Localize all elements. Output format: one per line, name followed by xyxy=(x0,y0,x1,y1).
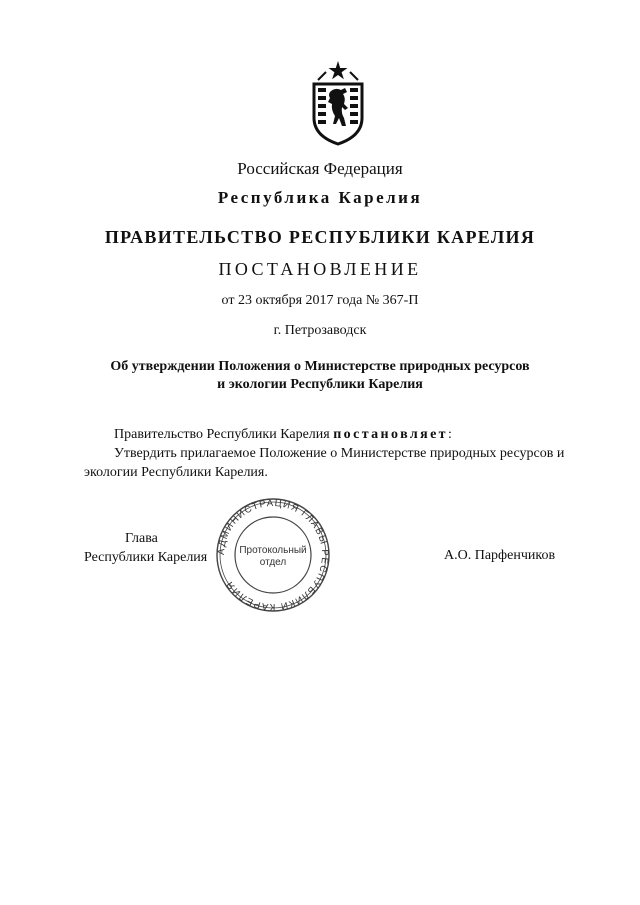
government-title: ПРАВИТЕЛЬСТВО РЕСПУБЛИКИ КАРЕЛИЯ xyxy=(104,227,536,247)
document-subject xyxy=(0,358,640,394)
subject-line-2: и экологии Республики Карелия xyxy=(217,377,423,392)
intro-prefix: Правительство Республики Карелия xyxy=(114,427,334,442)
resolution-item-1-text: Утвердить прилагаемое Положение о Министерстве природных ресурсов и экологии Республики Карелия. xyxy=(84,446,565,480)
document-type: ПОСТАНОВЛЕНИЕ xyxy=(218,259,422,279)
stamp-center-line-1: Протокольный xyxy=(239,545,307,556)
signatory-title-line-1: Глава xyxy=(125,531,158,546)
intro-suffix: : xyxy=(447,427,452,442)
country-name: Российская Федерация xyxy=(237,159,403,178)
document-city: г. Петрозаводск xyxy=(273,323,367,338)
document-date-number: от 23 октября 2017 года № 367-П xyxy=(221,293,419,308)
stamp-ring-text: АДМИНИСТРАЦИЯ ГЛАВЫ РЕСПУБЛИКИ КАРЕЛИЯ xyxy=(215,497,331,613)
republic-name: Республика Карелия xyxy=(217,188,423,207)
signatory-title-line-2: Республики Карелия xyxy=(84,550,208,565)
subject-line-1: Об утверждении Положения о Министерстве природных ресурсов xyxy=(110,359,530,374)
signatory-name: А.О. Парфенчиков xyxy=(444,548,556,563)
resolution-intro xyxy=(84,425,590,444)
coat-of-arms-icon xyxy=(308,60,368,146)
intro-action: постановляет xyxy=(333,427,448,442)
official-stamp xyxy=(210,497,336,613)
stamp-center-line-2: отдел xyxy=(259,557,287,568)
signatory-title xyxy=(84,529,207,567)
resolution-item-1 xyxy=(84,444,590,482)
